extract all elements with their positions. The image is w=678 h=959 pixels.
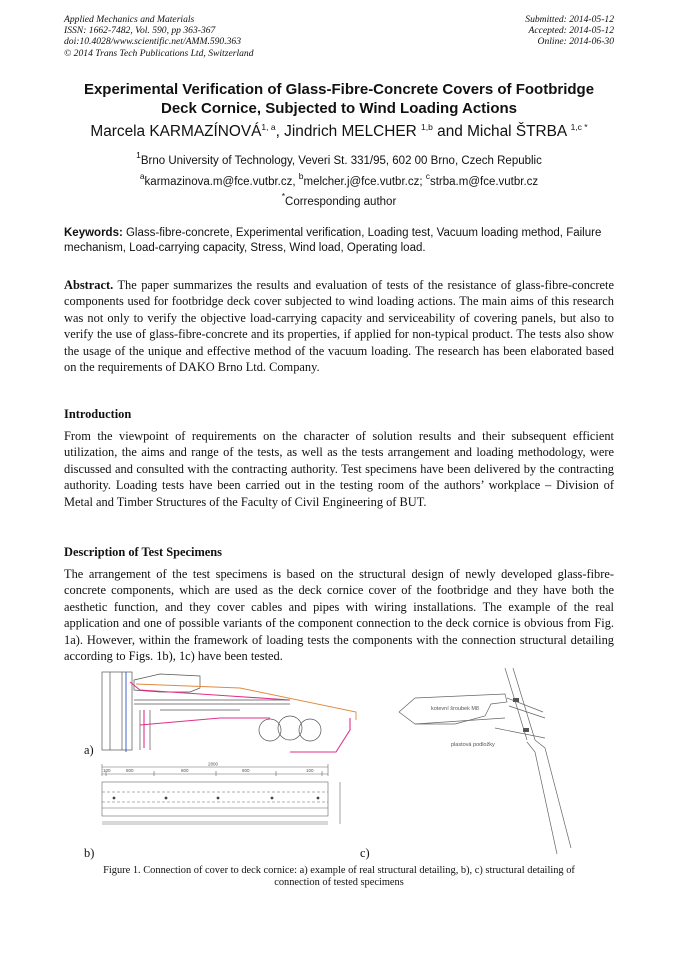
dimension-label: 100 [306, 768, 314, 773]
doi: doi:10.4028/www.scientific.net/AMM.590.363 [64, 36, 242, 48]
accepted-date: Accepted: 2014-05-12 [528, 25, 614, 37]
dimension-label: 100 [103, 768, 111, 773]
figure-1a-drawing [100, 670, 360, 755]
dimension-total: 2800 [208, 762, 219, 767]
annotation-anchor-bolt: kotevní šroubek M8 [431, 706, 479, 712]
dimension-label: 800 [181, 768, 189, 773]
figure-label-c: c) [360, 846, 370, 860]
figure-1b-drawing [96, 762, 352, 840]
online-date: Online: 2014-06-30 [537, 36, 614, 48]
issn: ISSN: 1662-7482, Vol. 590, pp 363-367 [64, 25, 216, 37]
author-name: Marcela KARMAZÍNOVÁ [90, 123, 262, 140]
paper-title: Experimental Verification of Glass-Fibre-Concrete Covers of Footbridge Deck Cornice, Subjected to Wind Loading Actions [83, 81, 595, 117]
dimension-label: 800 [242, 768, 250, 773]
specimens-heading: Description of Test Specimens [64, 545, 222, 559]
author-emails: $^a$karmazinova.m@fce.vutbr.cz, $^b$melcher.j@fce.vutbr.cz; $^c$strba.m@fce.vutbr.cz [139, 171, 539, 188]
keywords: Keywords: Glass-fibre-concrete, Experimental verification, Loading test, Vacuum loading method, Failure mechanism, Load-carrying capacity, Stress, Wind load, Operating load. [64, 227, 602, 254]
dates-header [525, 14, 614, 48]
figure-1c-drawing [395, 668, 595, 856]
figure-label-b: b) [84, 846, 95, 860]
figure-label-a: a) [84, 743, 94, 757]
annotation-washer: plastová podložky [451, 742, 495, 748]
figure-caption: Figure 1. Connection of cover to deck cornice: a) example of real structural detailing, b), c) structural detailing of connection of tested specimens [103, 865, 575, 889]
journal-name: Applied Mechanics and Materials [64, 14, 195, 25]
author-list: Marcela KARMAZÍNOVÁ$^{1, a}$, Jindrich MELCHER $^{1,b}$ and Michal ŠTRBA $^{1,c *}$ [90, 122, 588, 140]
specimens-text: The arrangement of the test specimens is based on the structural design of newly developed glass-fibre-concrete components, which are used as the deck cornice cover of the footbridge and they have both the aesthetic function, and they cover cables and pipes with wiring installations. The example of the real application and one of possible variants of the component connection to the deck cornice is obvious from Fig. 1a). However, within the framework of loading tests the components with the connection structural detailing according to Figs. 1b), 1c) have been tested. [64, 567, 614, 664]
author-name: Michal ŠTRBA [467, 123, 567, 140]
abstract: Abstract. The paper summarizes the results and evaluation of tests of the resistance of glass-fibre-concrete components used for footbridge deck cover subjected to wind loading actions. The main aims of this research was not only to verify the objective load-carrying capacity and serviceability of covering panels, but also to verify the use of glass-fibre-concrete and its properties, if applied for non-typical product. The tests also show the usage of the unique and effective method of the vacuum loading. The research has been elaborated based on the requirements of DAKO Brno Ltd. Company. [64, 278, 614, 375]
introduction-heading: Introduction [64, 407, 132, 421]
author-name: Jindrich MELCHER [284, 123, 417, 140]
introduction-text: From the viewpoint of requirements on the character of solution results and their subsequent efficient utilization, the aims and range of the tests, as well as the tests arrangement and loading methodology, were discussed and consulted with the contracting authority. Test specimens have been delivered by the contracting authority. Loading tests have been carried out in the testing room of the authors’ workplace – Division of Metal and Timber Structures of the Faculty of Civil Engineering of BUT. [64, 429, 614, 509]
submitted-date: Submitted: 2014-05-12 [525, 14, 614, 25]
dimension-label: 800 [126, 768, 134, 773]
journal-header [64, 14, 254, 59]
copyright: © 2014 Trans Tech Publications Ltd, Switzerland [64, 47, 254, 59]
corresponding-author: *Corresponding author [281, 191, 397, 208]
affiliation: $^1$Brno University of Technology, Veveri St. 331/95, 602 00 Brno, Czech Republic [136, 150, 542, 167]
